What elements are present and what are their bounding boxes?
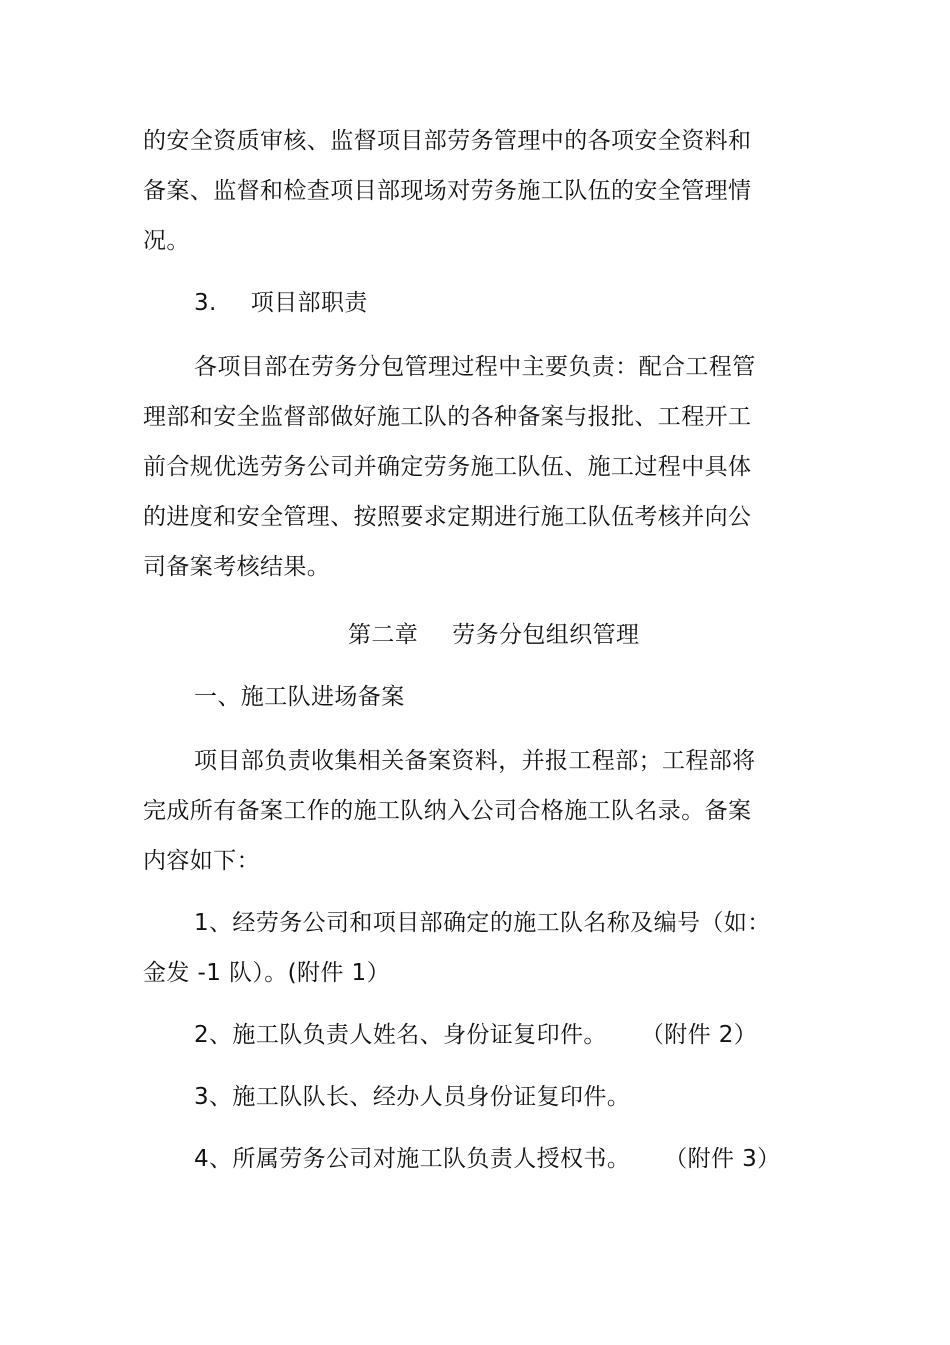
list-item-text: 4、所属劳务公司对施工队负责人授权书。 xyxy=(194,1146,631,1172)
body-text-line: 况。 xyxy=(143,228,190,254)
body-text-line: 理部和安全监督部做好施工队的各种备案与报批、工程开工 xyxy=(143,404,752,430)
body-text-line: 司备案考核结果。 xyxy=(143,554,331,580)
section-number: 3. xyxy=(194,290,217,316)
subsection-heading: 一、施工队进场备案 xyxy=(194,684,405,710)
list-item: 3、施工队队长、经办人员身份证复印件。 xyxy=(194,1084,631,1110)
list-item xyxy=(194,1020,757,1050)
chapter-title: 劳务分包组织管理 xyxy=(452,622,640,648)
body-text-line: 项目部负责收集相关备案资料，并报工程部；工程部将 xyxy=(194,748,756,774)
section-heading xyxy=(194,288,368,318)
body-text-line: 完成所有备案工作的施工队纳入公司合格施工队名录。备案 xyxy=(143,798,752,824)
chapter-label: 第二章 xyxy=(348,622,419,648)
body-text-line: 的进度和安全管理、按照要求定期进行施工队伍考核并向公 xyxy=(143,504,752,530)
list-item: 1、经劳务公司和项目部确定的施工队名称及编号（如： xyxy=(194,910,771,936)
list-item-text: 2、施工队负责人姓名、身份证复印件。 xyxy=(194,1022,607,1048)
list-item xyxy=(194,1144,781,1174)
body-text-line: 各项目部在劳务分包管理过程中主要负责：配合工程管 xyxy=(194,354,756,380)
body-text-line: 的安全资质审核、监督项目部劳务管理中的各项安全资料和 xyxy=(143,128,752,154)
body-text-line: 前合规优选劳务公司并确定劳务施工队伍、施工过程中具体 xyxy=(143,454,752,480)
section-title: 项目部职责 xyxy=(250,290,368,316)
attachment-note: （附件 2） xyxy=(640,1022,758,1048)
chapter-heading xyxy=(348,620,639,650)
body-text-line: 备案、监督和检查项目部现场对劳务施工队伍的安全管理情 xyxy=(143,178,752,204)
attachment-note: （附件 3） xyxy=(664,1146,781,1172)
list-item-continuation: 金发 -1 队）。(附件 1） xyxy=(143,960,390,986)
body-text-line: 内容如下： xyxy=(143,848,260,874)
